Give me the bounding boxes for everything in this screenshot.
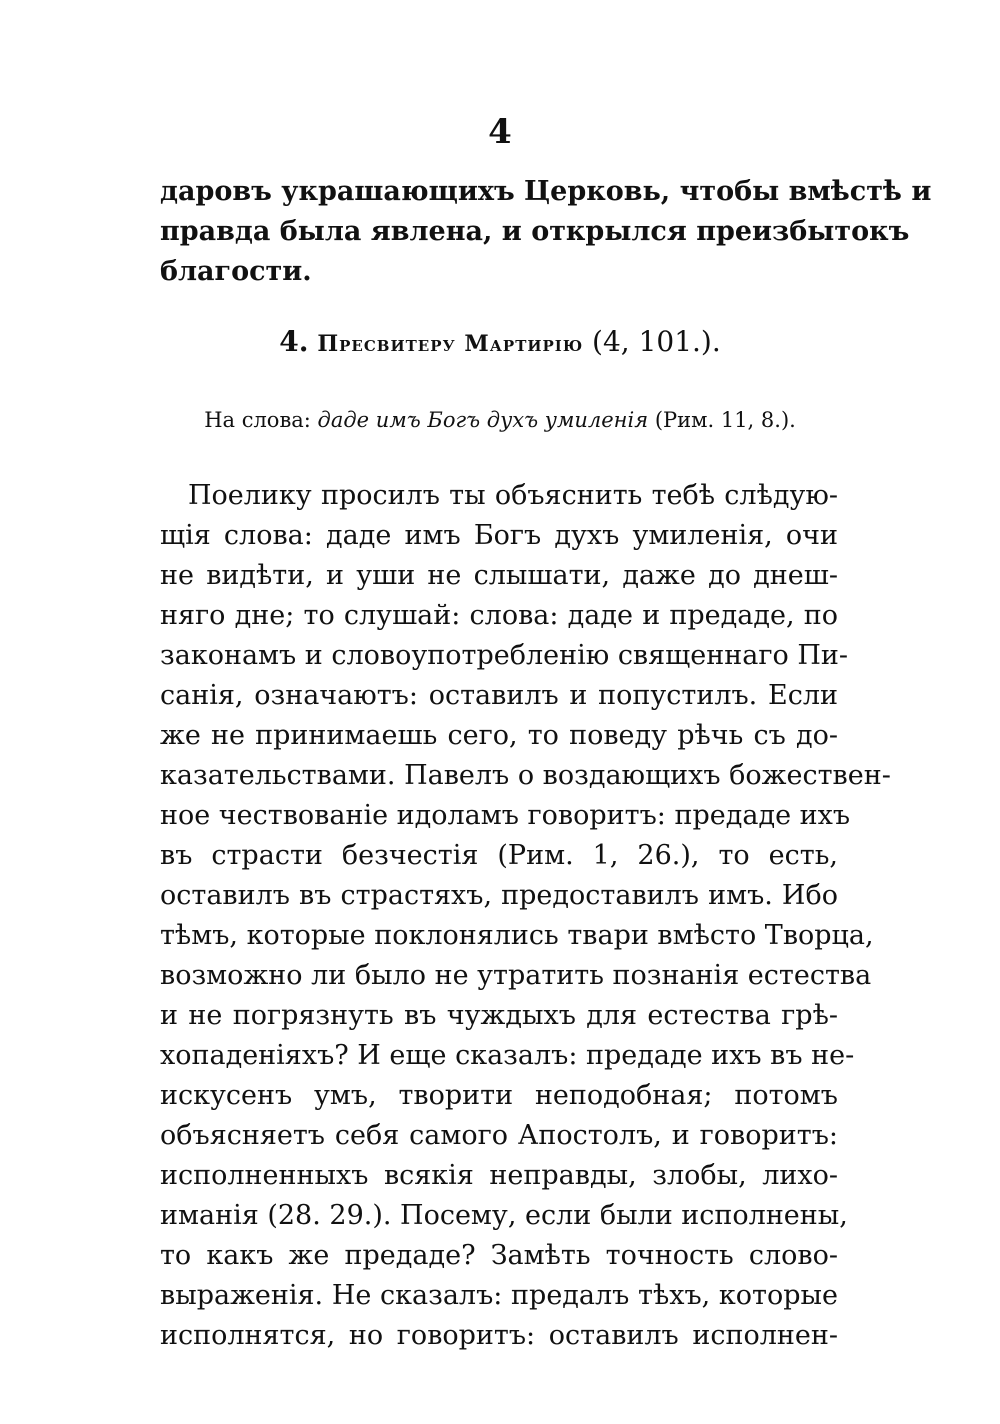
body-line: же не принимаешь сего, то поведу рѣчь съ до- xyxy=(160,720,838,751)
section-subheading xyxy=(0,402,1000,438)
heading-ref: (4, 101.). xyxy=(592,325,721,358)
intro-line: благости. xyxy=(160,256,312,287)
body-line: санія, означаютъ: оставилъ и попустилъ. Если xyxy=(160,680,838,711)
body-line: Поелику просилъ ты объяснить тебѣ слѣдую- xyxy=(188,480,838,511)
section-heading xyxy=(0,322,1000,364)
body-line: хопаденіяхъ? И еще сказалъ: предаде ихъ въ не- xyxy=(160,1040,855,1071)
body-line: ное чествованіе идоламъ говоритъ: предаде ихъ xyxy=(160,800,851,831)
subheading-prefix: На слова: xyxy=(204,408,311,432)
body-line: искусенъ умъ, творити неподобная; потомъ xyxy=(160,1080,838,1111)
page-number: 4 xyxy=(488,112,512,152)
body-line: няго дне; то слушай: слова: даде и предаде, по xyxy=(160,600,838,631)
heading-name: Пресвитеру Мартирію xyxy=(317,331,584,357)
body-line: иманія (28. 29.). Посему, если были исполнены, xyxy=(160,1200,848,1231)
body-line: возможно ли было не утратить познанія естества xyxy=(160,960,872,991)
body-line: въ страсти безчестія (Рим. 1, 26.), то есть, xyxy=(160,840,838,871)
subheading-ref: (Рим. 11, 8.). xyxy=(654,408,796,432)
body-line: объясняетъ себя самого Апостолъ, и говоритъ: xyxy=(160,1120,838,1151)
body-line: то какъ же предаде? Замѣть точность слово- xyxy=(160,1240,838,1271)
body-line: исполнятся, но говоритъ: оставилъ исполнен- xyxy=(160,1320,838,1351)
body-line: оставилъ въ страстяхъ, предоставилъ имъ. Ибо xyxy=(160,880,838,911)
body-line: не видѣти, и уши не слышати, даже до днеш- xyxy=(160,560,838,591)
body-line: тѣмъ, которые поклонялись твари вмѣсто Творца, xyxy=(160,920,874,951)
body-line: законамъ и словоупотребленію священнаго Пи- xyxy=(160,640,848,671)
intro-line: даровъ украшающихъ Церковь, чтобы вмѣстѣ и xyxy=(160,176,932,207)
body-line: казательствами. Павелъ о воздающихъ божествен- xyxy=(160,760,891,791)
body-line: щія слова: даде имъ Богъ духъ умиленія, очи xyxy=(160,520,838,551)
intro-line: правда была явлена, и открылся преизбытокъ xyxy=(160,216,910,247)
body-line: и не погрязнуть въ чуждыхъ для естества грѣ- xyxy=(160,1000,838,1031)
subheading-quote: даде имъ Богъ духъ умиленія xyxy=(317,408,649,432)
body-line: выраженія. Не сказалъ: предалъ тѣхъ, которые xyxy=(160,1280,838,1311)
heading-number: 4. xyxy=(279,325,309,358)
body-line: исполненныхъ всякія неправды, злобы, лихо- xyxy=(160,1160,838,1191)
